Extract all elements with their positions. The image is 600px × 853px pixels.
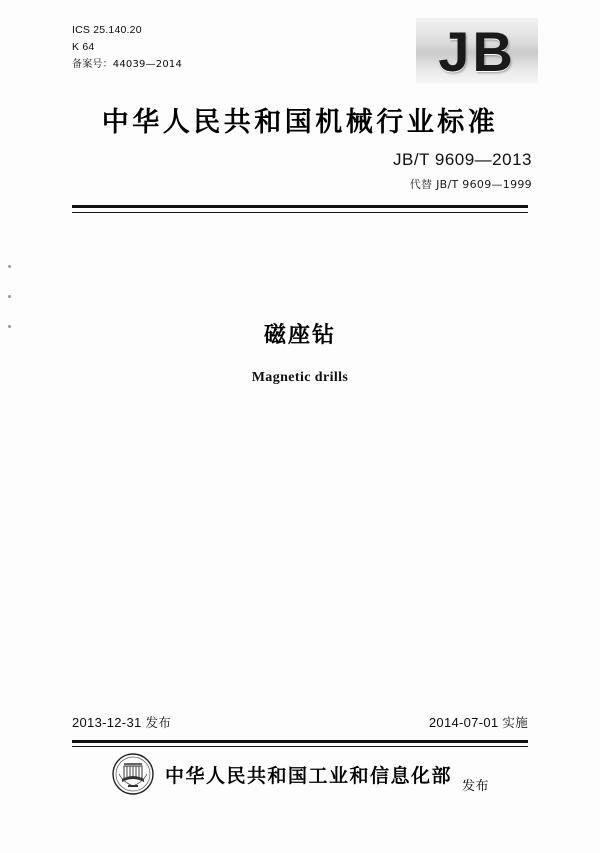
standard-number: JB/T 9609—2013 — [393, 150, 532, 169]
header-divider-thick — [72, 205, 528, 208]
header-divider-thin — [72, 212, 528, 213]
national-emblem-icon — [111, 752, 155, 796]
subject-title-english: Magnetic drills — [251, 370, 349, 385]
standard-number-block — [393, 150, 532, 192]
ics-code: ICS 25.140.20 — [72, 24, 142, 36]
category-code: K 64 — [72, 41, 95, 53]
subject-title-chinese: 磁座钻 — [263, 323, 336, 348]
page-title: 中华人民共和国机械行业标准 — [101, 107, 499, 138]
effective-date — [429, 713, 528, 731]
issue-date — [72, 713, 171, 731]
issue-date-label: 发布 — [145, 715, 172, 730]
standard-replaces: 代替 JB/T 9609—1999 — [409, 178, 532, 191]
issuer-row — [0, 752, 600, 796]
effective-date-label: 实施 — [502, 715, 528, 730]
footer-divider-thick — [72, 740, 528, 743]
footer-divider-thin — [72, 746, 528, 747]
margin-tick — [8, 265, 11, 268]
dates-row — [72, 713, 528, 731]
jb-logo: JB — [416, 18, 538, 84]
issuer-suffix: 发布 — [462, 779, 490, 794]
effective-date-value: 2014-07-01 — [428, 715, 499, 730]
record-number: 备案号：44039—2014 — [72, 59, 183, 70]
issuer-organization: 中华人民共和国工业和信息化部 — [164, 764, 452, 787]
identification-block — [72, 22, 182, 73]
issue-date-value: 2013-12-31 — [72, 715, 142, 730]
margin-tick — [8, 295, 11, 298]
